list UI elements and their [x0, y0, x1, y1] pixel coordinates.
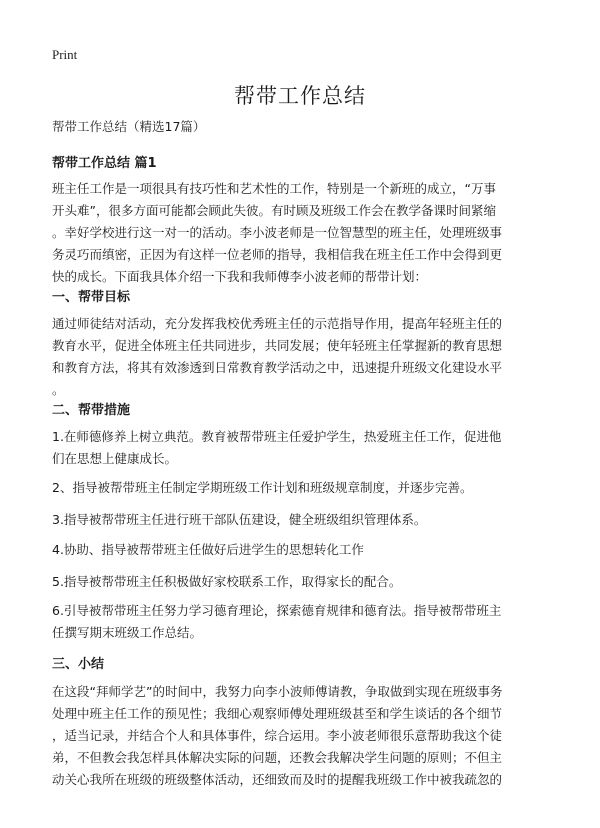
paragraph-line: 任撰写期末班级工作总结。 — [52, 625, 203, 640]
document-subtitle: 帮带工作总结（精选17篇） — [52, 119, 206, 134]
measure-item — [52, 539, 550, 561]
paragraph-line: 1.在师德修养上树立典范。教育被帮带班主任爱护学生，热爱班主任工作，促进他 — [52, 429, 502, 444]
measure-item — [52, 571, 550, 593]
paragraph-line: 。幸好学校进行这一对一的活动。李小波老师是一位智慧型的班主任，处理班级事 — [52, 225, 503, 240]
print-link[interactable]: Print — [52, 47, 78, 62]
measure-item — [52, 477, 550, 499]
paragraph-line: 4.协助、指导被帮带班主任做好后进学生的思想转化工作 — [52, 542, 364, 557]
paragraph-line: 们在思想上健康成长。 — [52, 451, 178, 466]
section-heading-measures: 二、帮带措施 — [52, 403, 131, 418]
paragraph-line: 快的成长。下面我具体介绍一下我和我师傅李小波老师的帮带计划： — [52, 269, 428, 284]
paragraph-line: 通过师徒结对活动，充分发挥我校优秀班主任的示范指导作用，提高年轻班主任的 — [52, 316, 503, 331]
section-heading-summary: 三、小结 — [52, 657, 105, 672]
paragraph-line: 教育水平，促进全体班主任共同进步，共同发展；使年轻班主任掌握新的教育思想 — [52, 338, 503, 353]
intro-paragraph — [52, 178, 550, 288]
paragraph-line: 弟，不但教会我怎样具体解决实际的问题，还教会我解决学生问题的原则；不但主 — [52, 750, 503, 765]
measure-item — [52, 426, 550, 470]
paragraph-line: 2、指导被帮带班主任制定学期班级工作计划和班级规章制度，并逐步完善。 — [52, 480, 473, 495]
paragraph-line: 开头难”，很多方面可能都会顾此失彼。有时顾及班级工作会在教学备课时间紧缩 — [52, 203, 496, 218]
summary-paragraph — [52, 681, 550, 791]
paragraph-line: 3.指导被帮带班主任进行班干部队伍建设，健全班级组织管理体系。 — [52, 512, 427, 527]
measure-item — [52, 509, 550, 531]
paragraph-line: 在这段“拜师学艺”的时间中，我努力向李小波师傅请教，争取做到实现在班级事务 — [52, 684, 503, 699]
paragraph-line: ，适当记录，并结合个人和具体事件，综合运用。李小波老师很乐意帮助我这个徒 — [52, 728, 503, 743]
measure-item — [52, 600, 550, 644]
goals-paragraph — [52, 313, 550, 401]
paragraph-line: 班主任工作是一项很具有技巧性和艺术性的工作，特别是一个新班的成立，“万事 — [52, 181, 496, 196]
section-heading-goals: 一、帮带目标 — [52, 290, 131, 305]
paragraph-line: 6.引导被帮带班主任努力学习德育理论，探索德育规律和德育法。指导被帮带班主 — [52, 603, 502, 618]
paragraph-line: 和教育方法，将其有效渗透到日常教育教学活动之中，迅速提升班级文化建设水平 — [52, 360, 503, 375]
paragraph-line: 5.指导被帮带班主任积极做好家校联系工作，取得家长的配合。 — [52, 574, 402, 589]
page-title: 帮带工作总结 — [234, 84, 366, 108]
paragraph-line: 。 — [52, 382, 65, 397]
paragraph-line: 处理中班主任工作的预见性；我细心观察师傅处理班级甚至和学生谈话的各个细节 — [52, 706, 503, 721]
article-heading: 帮带工作总结 篇1 — [52, 156, 157, 171]
paragraph-line: 务灵巧而缜密，正因为有这样一位老师的指导，我相信我在班主任工作中会得到更 — [52, 247, 503, 262]
paragraph-line: 动关心我所在班级的班级整体活动，还细致而及时的提醒我班级工作中被我疏忽的 — [52, 772, 503, 787]
